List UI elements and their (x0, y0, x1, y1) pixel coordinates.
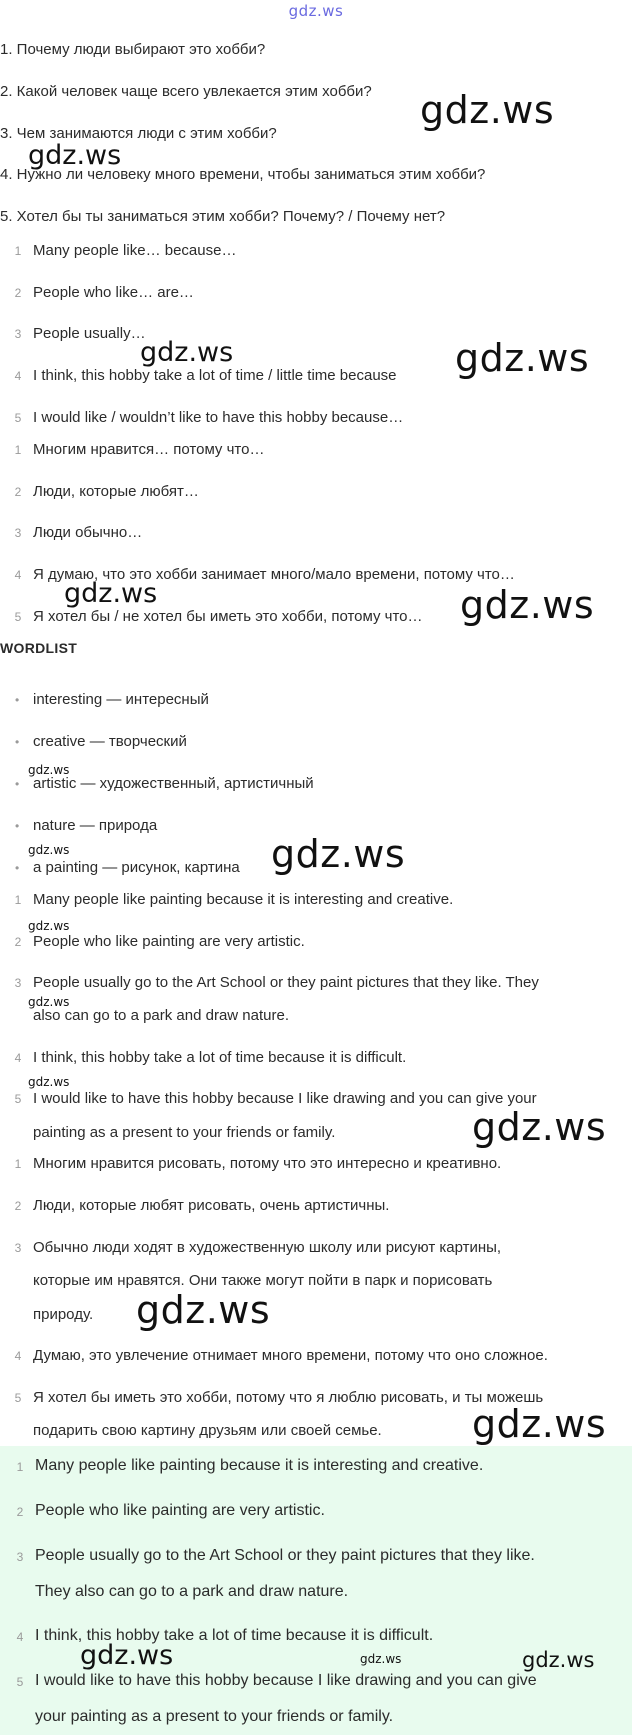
question-3: 3. Чем занимаются люди с этим хобби? (0, 125, 277, 142)
watermark: gdz.ws (271, 832, 406, 876)
list-number: 3 (14, 526, 22, 540)
list-number: 2 (16, 1505, 24, 1519)
list-item: Люди обычно… (33, 524, 143, 541)
wordlist-item: creative — творческий (33, 733, 187, 750)
list-item: Многим нравится… потому что… (33, 441, 265, 458)
list-number: 3 (16, 1550, 24, 1564)
list-number: 4 (14, 1349, 22, 1363)
watermark: gdz.ws (80, 1640, 174, 1671)
list-number: 1 (14, 893, 22, 907)
watermark: gdz.ws (64, 578, 158, 609)
wordlist-item: artistic — художественный, артистичный (33, 775, 314, 792)
list-number: 4 (14, 1051, 22, 1065)
list-item: People usually… (33, 325, 146, 342)
watermark: gdz.ws (472, 1402, 607, 1446)
wordlist-title: WORDLIST (0, 640, 78, 656)
watermark: gdz.ws (420, 88, 555, 132)
watermark: gdz.ws (28, 843, 70, 857)
list-item: Many people like… because… (33, 242, 237, 259)
answer-line: I think, this hobby take a lot of time because it is difficult. (35, 1627, 434, 1644)
list-number: 1 (14, 1157, 22, 1171)
wordlist-item: a painting — рисунок, картина (33, 859, 240, 876)
list-number: 2 (14, 1199, 22, 1213)
answer-line: Many people like painting because it is interesting and creative. (35, 1457, 484, 1474)
list-number: 1 (16, 1460, 24, 1474)
answer-line: Люди, которые любят рисовать, очень артистичны. (33, 1197, 390, 1214)
list-number: 5 (16, 1675, 24, 1689)
list-number: 5 (14, 1391, 22, 1405)
list-number: 4 (14, 369, 22, 383)
list-item: Я хотел бы / не хотел бы иметь это хобби, потому что… (33, 608, 423, 625)
bullet-icon: • (15, 861, 20, 875)
watermark: gdz.ws (140, 337, 234, 368)
question-1: 1. Почему люди выбирают это хобби? (0, 41, 266, 58)
list-number: 2 (14, 485, 22, 499)
question-5: 5. Хотел бы ты заниматься этим хобби? Почему? / Почему нет? (0, 208, 446, 225)
answer-line: I would like to have this hobby because I like drawing and you can give your (33, 1090, 537, 1107)
answer-line: Я хотел бы иметь это хобби, потому что я люблю рисовать, и ты можешь (33, 1389, 544, 1406)
watermark: gdz.ws (360, 1652, 402, 1666)
watermark: gdz.ws (28, 140, 122, 171)
answer-line: also can go to a park and draw nature. (33, 1007, 289, 1024)
list-item: I would like / wouldn’t like to have this hobby because… (33, 409, 404, 426)
list-number: 4 (16, 1630, 24, 1644)
list-number: 3 (14, 327, 22, 341)
answer-line: They also can go to a park and draw nature. (35, 1583, 349, 1600)
list-number: 5 (14, 610, 22, 624)
answer-line: People who like painting are very artistic. (33, 933, 305, 950)
answer-line: People who like painting are very artistic. (35, 1502, 325, 1519)
watermark: gdz.ws (460, 583, 595, 627)
wordlist-item: interesting — интересный (33, 691, 209, 708)
answer-line: I would like to have this hobby because I like drawing and you can give (35, 1672, 537, 1689)
answer-line: painting as a present to your friends or family. (33, 1124, 336, 1141)
list-item: Я думаю, что это хобби занимает много/мало времени, потому что… (33, 566, 515, 583)
watermark: gdz.ws (28, 919, 70, 933)
bullet-icon: • (15, 819, 20, 833)
list-number: 1 (14, 244, 22, 258)
list-number: 1 (14, 443, 22, 457)
answer-line: которые им нравятся. Они также могут пойти в парк и порисовать (33, 1272, 493, 1289)
answer-line: People usually go to the Art School or they paint pictures that they like. They (33, 974, 539, 991)
bullet-icon: • (15, 693, 20, 707)
watermark: gdz.ws (522, 1648, 595, 1672)
answer-line: Многим нравится рисовать, потому что это интересно и креативно. (33, 1155, 502, 1172)
answer-line: Many people like painting because it is interesting and creative. (33, 891, 454, 908)
wordlist-item: nature — природа (33, 817, 158, 834)
answer-line: your painting as a present to your friends or family. (35, 1708, 394, 1725)
watermark: gdz.ws (28, 763, 70, 777)
answer-line: природу. (33, 1306, 94, 1323)
answer-line: Обычно люди ходят в художественную школу или рисуют картины, (33, 1239, 502, 1256)
list-item: Люди, которые любят… (33, 483, 199, 500)
answer-line: Думаю, это увлечение отнимает много времени, потому что оно сложное. (33, 1347, 548, 1364)
watermark: gdz.ws (28, 1075, 70, 1089)
list-number: 5 (14, 411, 22, 425)
list-item: I think, this hobby take a lot of time / little time because (33, 367, 397, 384)
watermark: gdz.ws (472, 1105, 607, 1149)
watermark: gdz.ws (455, 336, 590, 380)
watermark: gdz.ws (136, 1288, 271, 1332)
list-number: 2 (14, 935, 22, 949)
answer-line: I think, this hobby take a lot of time because it is difficult. (33, 1049, 407, 1066)
bullet-icon: • (15, 777, 20, 791)
watermark: gdz.ws (28, 995, 70, 1009)
list-number: 3 (14, 1241, 22, 1255)
list-number: 5 (14, 1092, 22, 1106)
bullet-icon: • (15, 735, 20, 749)
answer-line: People usually go to the Art School or they paint pictures that they like. (35, 1547, 535, 1564)
site-logo[interactable]: gdz.ws (288, 2, 344, 20)
list-number: 3 (14, 976, 22, 990)
question-4: 4. Нужно ли человеку много времени, чтобы заниматься этим хобби? (0, 166, 486, 183)
answer-line: подарить свою картину друзьям или своей семье. (33, 1422, 382, 1439)
question-2: 2. Какой человек чаще всего увлекается этим хобби? (0, 83, 372, 100)
list-item: People who like… are… (33, 284, 194, 301)
list-number: 2 (14, 286, 22, 300)
list-number: 4 (14, 568, 22, 582)
